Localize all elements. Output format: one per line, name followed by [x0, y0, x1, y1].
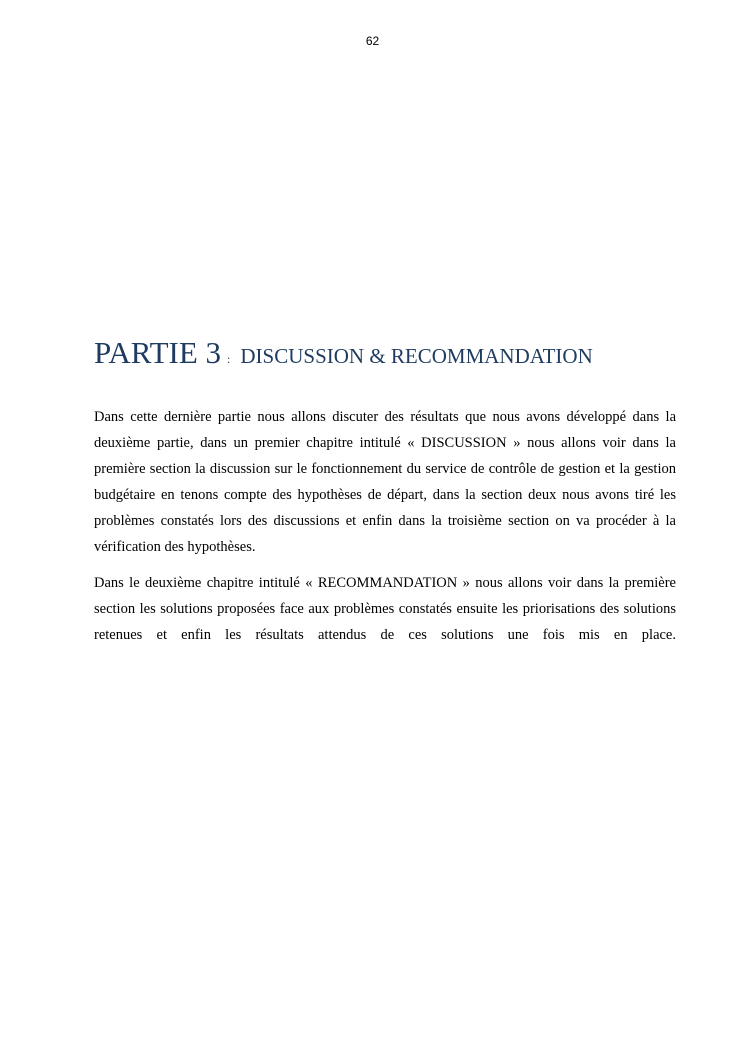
section-title-main: PARTIE 3: [94, 335, 222, 370]
paragraph-recommendation: Dans le deuxième chapitre intitulé « RECOMMANDATION » nous allons voir dans la première section les solutions proposées face aux problèmes constatés ensuite les priorisations des solutions retenues et enfin les résultats attendus de ces solutions une fois mis en place.: [94, 575, 676, 643]
body-text: [94, 404, 676, 658]
page-number: 62: [365, 34, 380, 48]
paragraph-intro: Dans cette dernière partie nous allons discuter des résultats que nous avons développé dans la deuxième partie, dans un premier chapitre intitulé « DISCUSSION » nous allons voir dans la première section la discussion sur le fonctionnement du service de contrôle de gestion et la gestion budgétaire en tenons compte des hypothèses de départ, dans la section deux nous avons tiré les problèmes constatés lors des discussions et enfin dans la troisième section on va procéder à la vérification des hypothèses.: [94, 409, 676, 555]
section-title-separator: :: [227, 352, 231, 366]
section-title: [94, 333, 694, 378]
section-title-subtitle: DISCUSSION & RECOMMANDATION: [240, 344, 593, 368]
